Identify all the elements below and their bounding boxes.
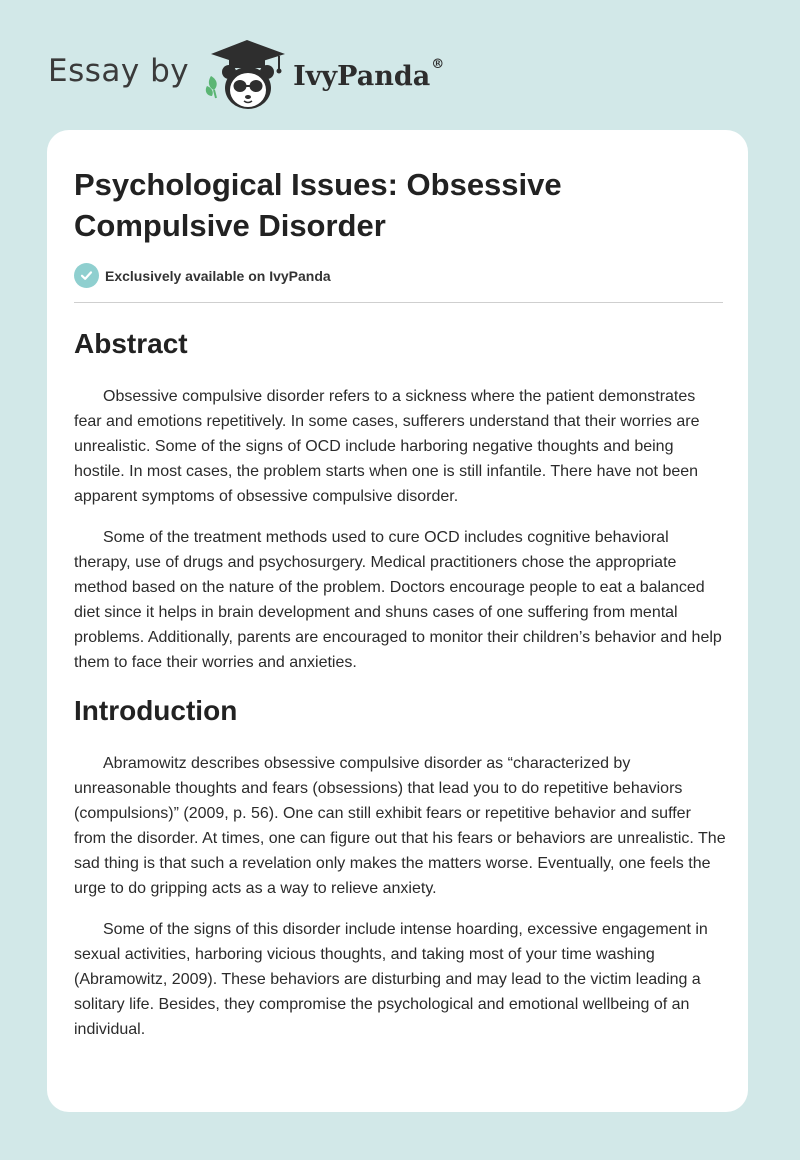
check-circle-icon [74,263,99,288]
badge-text: Exclusively available on IvyPanda [105,267,331,284]
site-header [48,34,444,114]
panda-graduation-cap-icon[interactable] [205,36,289,112]
essay-card [47,130,748,1112]
essay-body [74,324,726,1058]
brand-name[interactable] [293,56,445,92]
section-heading-introduction: Introduction [74,695,238,726]
paragraph: Some of the signs of this disorder include intense hoarding, excessive engagement in sexual activities, harboring vicious thoughts, and taking most of your time washing (Abramowitz, 2009). These behaviors are disturbing and may lead to the victim leading a solitary life. Besides, they compromise the psychological and emotional wellbeing of an individual. [74,921,708,1038]
essay-by-label: Essay by [48,53,190,89]
page-title: Psychological Issues: Obsessive Compulsive Disorder [74,167,562,243]
section-heading-abstract: Abstract [74,328,188,359]
exclusive-badge [74,263,331,288]
brand-text: IvyPanda [293,60,431,92]
registered-mark: ® [431,56,445,72]
paragraph: Abramowitz describes obsessive compulsive disorder as “characterized by unreasonable thoughts and fears (obsessions) that lead you to do repetitive behaviors (compulsions)” (2009, p. 56). One can still exhibit fears or repetitive behavior and suffer from the disorder. At times, one can figure out that his fears or behaviors are unrealistic. The sad thing is that such a revelation only makes the matters worse. Eventually, one feels the urge to do gripping acts as a way to relieve anxiety. [74,755,726,897]
divider [74,302,723,303]
paragraph: Obsessive compulsive disorder refers to a sickness where the patient demonstrates fear and emotions repetitively. In some cases, sufferers understand that their worries are unrealistic. Some of the signs of OCD include harboring negative thoughts and being hostile. In most cases, the problem starts when one is still infantile. There have not been apparent symptoms of obsessive compulsive disorder. [74,388,700,505]
paragraph: Some of the treatment methods used to cure OCD includes cognitive behavioral therapy, use of drugs and psychosurgery. Medical practitioners chose the appropriate method based on the nature of the problem. Doctors encourage people to eat a balanced diet since it helps in brain development and shuns cases of one suffering from mental problems. Additionally, parents are encouraged to monitor their children’s behavior and help them to face their worries and anxieties. [74,529,722,671]
